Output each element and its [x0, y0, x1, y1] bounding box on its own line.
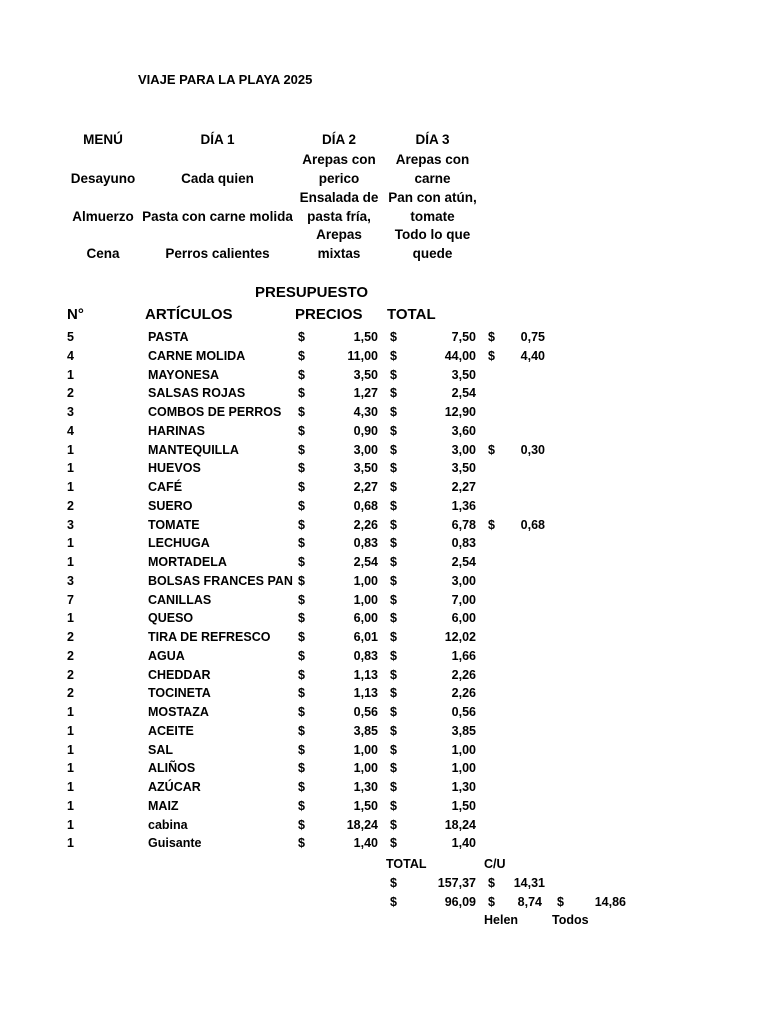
- row-quantity: 1: [67, 780, 74, 794]
- currency-symbol: $: [298, 592, 305, 607]
- row-price: 6,01: [353, 630, 378, 644]
- row-quantity: 2: [67, 630, 74, 644]
- breakfast-day1: Cada quien: [181, 171, 254, 186]
- trip-title: VIAJE PARA LA PLAYA 2025: [138, 72, 313, 87]
- row-total: 6,00: [451, 611, 476, 626]
- row-item-name: LECHUGA: [148, 536, 210, 551]
- row-item-name: SAL: [148, 742, 173, 757]
- row-price: 1,40: [353, 836, 378, 851]
- row-extra-amount: 0,30: [520, 442, 545, 457]
- todos-amount: 14,86: [594, 895, 626, 909]
- currency-symbol: $: [298, 367, 305, 382]
- currency-symbol: $: [390, 330, 397, 344]
- row-price: 2,54: [353, 555, 378, 569]
- meal-dinner: Cena: [86, 246, 120, 261]
- row-total: 12,02: [444, 630, 476, 644]
- dinner-day3-line1: Todo lo que: [394, 227, 471, 242]
- row-quantity: 7: [67, 592, 74, 607]
- row-item-name: MAYONESA: [148, 367, 220, 382]
- row-total: 6,78: [451, 517, 476, 532]
- currency-symbol: $: [298, 836, 305, 851]
- row-quantity: 1: [67, 817, 74, 832]
- row-item-name: CHEDDAR: [148, 667, 211, 682]
- row-quantity: 1: [67, 705, 74, 719]
- currency-symbol: $: [557, 895, 564, 909]
- row-item-name: ALIÑOS: [148, 761, 196, 776]
- table-row: [0, 724, 768, 743]
- row-item-name: COMBOS DE PERROS: [148, 405, 282, 419]
- row-quantity: 1: [67, 742, 74, 757]
- helen-amount: 8,74: [517, 895, 542, 909]
- table-row: [0, 705, 768, 724]
- row-price: 1,00: [353, 573, 378, 588]
- currency-symbol: $: [390, 876, 397, 890]
- row-price: 3,00: [353, 442, 378, 457]
- currency-symbol: $: [298, 648, 305, 663]
- summary-total-label: TOTAL: [386, 857, 427, 871]
- row-item-name: MAIZ: [148, 798, 179, 813]
- table-row: [0, 461, 768, 480]
- subtotal-amount: 96,09: [444, 895, 476, 909]
- table-row: [0, 499, 768, 518]
- currency-symbol: $: [390, 555, 397, 569]
- row-item-name: cabina: [148, 817, 188, 832]
- row-quantity: 2: [67, 686, 74, 701]
- row-total: 3,85: [451, 723, 476, 738]
- currency-symbol: $: [390, 895, 397, 909]
- menu-header-day1: DÍA 1: [200, 132, 235, 147]
- currency-symbol: $: [488, 876, 495, 890]
- grand-total: 157,37: [437, 876, 476, 890]
- row-quantity: 1: [67, 611, 74, 626]
- row-quantity: 3: [67, 573, 74, 588]
- row-price: 3,50: [353, 461, 378, 476]
- row-quantity: 3: [67, 517, 74, 532]
- row-quantity: 1: [67, 536, 74, 551]
- currency-symbol: $: [390, 386, 397, 401]
- row-price: 1,00: [353, 761, 378, 776]
- currency-symbol: $: [390, 705, 397, 719]
- row-total: 3,00: [451, 442, 476, 457]
- row-item-name: TIRA DE REFRESCO: [148, 630, 271, 644]
- row-quantity: 1: [67, 723, 74, 738]
- table-row: [0, 574, 768, 593]
- breakfast-day2-line2: perico: [318, 171, 360, 186]
- currency-symbol: $: [298, 630, 305, 644]
- row-price: 1,27: [353, 386, 378, 401]
- table-row: [0, 668, 768, 687]
- breakfast-day3-line2: carne: [414, 171, 451, 186]
- row-quantity: 1: [67, 461, 74, 476]
- lunch-day2-line1: Ensalada de: [299, 190, 379, 205]
- currency-symbol: $: [298, 555, 305, 569]
- table-row: [0, 649, 768, 668]
- row-quantity: 1: [67, 798, 74, 813]
- row-item-name: PASTA: [148, 330, 189, 344]
- table-row: [0, 424, 768, 443]
- row-total: 2,26: [451, 667, 476, 682]
- table-row: [0, 780, 768, 799]
- table-row: [0, 518, 768, 537]
- row-quantity: 1: [67, 442, 74, 457]
- currency-symbol: $: [298, 348, 305, 363]
- currency-symbol: $: [298, 405, 305, 419]
- lunch-day2-line2: pasta fría,: [307, 209, 371, 224]
- currency-symbol: $: [390, 723, 397, 738]
- row-extra-amount: 4,40: [520, 348, 545, 363]
- currency-symbol: $: [298, 517, 305, 532]
- currency-symbol: $: [390, 742, 397, 757]
- row-item-name: SUERO: [148, 498, 193, 513]
- row-price: 2,26: [353, 517, 378, 532]
- row-quantity: 1: [67, 367, 74, 382]
- row-total: 3,50: [451, 461, 476, 476]
- row-total: 2,54: [451, 555, 476, 569]
- row-item-name: MOSTAZA: [148, 705, 209, 719]
- currency-symbol: $: [298, 742, 305, 757]
- row-price: 1,13: [353, 686, 378, 701]
- row-price: 0,83: [353, 648, 378, 663]
- table-row: [0, 386, 768, 405]
- row-price: 6,00: [353, 611, 378, 626]
- lunch-day1: Pasta con carne molida: [142, 209, 293, 224]
- row-price: 1,50: [353, 798, 378, 813]
- currency-symbol: $: [390, 798, 397, 813]
- row-quantity: 1: [67, 761, 74, 776]
- currency-symbol: $: [390, 405, 397, 419]
- currency-symbol: $: [390, 761, 397, 776]
- row-quantity: 2: [67, 667, 74, 682]
- row-item-name: QUESO: [148, 611, 194, 626]
- currency-symbol: $: [390, 630, 397, 644]
- row-quantity: 2: [67, 386, 74, 401]
- row-price: 0,56: [353, 705, 378, 719]
- row-quantity: 4: [67, 423, 74, 438]
- row-price: 3,85: [353, 723, 378, 738]
- currency-symbol: $: [298, 667, 305, 682]
- currency-symbol: $: [390, 573, 397, 588]
- currency-symbol: $: [488, 330, 495, 344]
- per-person-amount: 14,31: [513, 876, 545, 890]
- currency-symbol: $: [488, 442, 495, 457]
- currency-symbol: $: [390, 461, 397, 476]
- row-quantity: 2: [67, 648, 74, 663]
- meal-breakfast: Desayuno: [70, 171, 136, 186]
- currency-symbol: $: [390, 517, 397, 532]
- row-item-name: MANTEQUILLA: [148, 442, 239, 457]
- row-total: 3,00: [451, 573, 476, 588]
- currency-symbol: $: [390, 348, 397, 363]
- row-total: 0,83: [451, 536, 476, 551]
- currency-symbol: $: [390, 648, 397, 663]
- menu-header-day3: DÍA 3: [415, 132, 450, 147]
- breakfast-day3-line1: Arepas con: [395, 152, 470, 167]
- row-total: 1,50: [451, 798, 476, 813]
- row-quantity: 3: [67, 405, 74, 419]
- table-row: [0, 330, 768, 349]
- row-total: 3,50: [451, 367, 476, 382]
- row-total: 12,90: [444, 405, 476, 419]
- currency-symbol: $: [390, 836, 397, 851]
- row-price: 4,30: [353, 405, 378, 419]
- currency-symbol: $: [488, 348, 495, 363]
- row-item-name: AGUA: [148, 648, 185, 663]
- table-row: [0, 611, 768, 630]
- currency-symbol: $: [298, 536, 305, 551]
- table-row: [0, 368, 768, 387]
- currency-symbol: $: [390, 780, 397, 794]
- row-price: 0,90: [353, 423, 378, 438]
- header-prices: PRECIOS: [295, 306, 363, 323]
- todos-label: Todos: [552, 913, 589, 927]
- row-quantity: 1: [67, 555, 74, 569]
- row-item-name: HARINAS: [148, 423, 205, 438]
- row-item-name: CANILLAS: [148, 592, 212, 607]
- currency-symbol: $: [298, 798, 305, 813]
- budget-title: PRESUPUESTO: [255, 284, 369, 301]
- row-item-name: CARNE MOLIDA: [148, 348, 246, 363]
- table-row: [0, 818, 768, 837]
- currency-symbol: $: [298, 442, 305, 457]
- helen-label: Helen: [484, 913, 519, 927]
- currency-symbol: $: [298, 761, 305, 776]
- table-row: [0, 593, 768, 612]
- row-total: 0,56: [451, 705, 476, 719]
- table-row: [0, 555, 768, 574]
- currency-symbol: $: [298, 611, 305, 626]
- breakfast-day2-line1: Arepas con: [302, 152, 376, 167]
- row-total: 1,36: [451, 498, 476, 513]
- row-total: 1,30: [451, 780, 476, 794]
- row-extra-amount: 0,75: [520, 330, 545, 344]
- row-total: 1,40: [451, 836, 476, 851]
- dinner-day2-line2: mixtas: [317, 246, 361, 261]
- row-quantity: 5: [67, 330, 74, 344]
- menu-header-menu: MENÚ: [83, 132, 123, 147]
- row-item-name: BOLSAS FRANCES PAN: [148, 573, 293, 588]
- currency-symbol: $: [390, 498, 397, 513]
- row-item-name: Guisante: [148, 836, 202, 851]
- table-row: [0, 536, 768, 555]
- row-quantity: 4: [67, 348, 74, 363]
- row-total: 3,60: [451, 423, 476, 438]
- row-item-name: ACEITE: [148, 723, 194, 738]
- lunch-day3-line1: Pan con atún,: [388, 190, 477, 205]
- table-row: [0, 836, 768, 855]
- header-total: TOTAL: [387, 306, 436, 323]
- lunch-day3-line2: tomate: [410, 209, 455, 224]
- row-price: 18,24: [346, 817, 378, 832]
- row-price: 0,68: [353, 498, 378, 513]
- table-row: [0, 630, 768, 649]
- currency-symbol: $: [298, 723, 305, 738]
- currency-symbol: $: [298, 386, 305, 401]
- table-row: [0, 743, 768, 762]
- row-item-name: HUEVOS: [148, 461, 201, 476]
- table-row: [0, 480, 768, 499]
- currency-symbol: $: [298, 480, 305, 494]
- row-price: 1,13: [353, 667, 378, 682]
- row-item-name: TOCINETA: [148, 686, 211, 701]
- row-price: 1,00: [353, 592, 378, 607]
- currency-symbol: $: [298, 705, 305, 719]
- row-quantity: 1: [67, 836, 74, 851]
- currency-symbol: $: [390, 536, 397, 551]
- summary-cu-label: C/U: [484, 857, 506, 871]
- currency-symbol: $: [298, 423, 305, 438]
- dinner-day2-line1: Arepas: [316, 227, 362, 242]
- row-total: 2,26: [451, 686, 476, 701]
- currency-symbol: $: [488, 517, 495, 532]
- header-items: ARTÍCULOS: [145, 306, 233, 323]
- table-row: [0, 443, 768, 462]
- currency-symbol: $: [390, 367, 397, 382]
- row-price: 1,30: [353, 780, 378, 794]
- currency-symbol: $: [390, 817, 397, 832]
- currency-symbol: $: [390, 686, 397, 701]
- dinner-day1: Perros calientes: [165, 246, 270, 261]
- row-extra-amount: 0,68: [520, 517, 545, 532]
- row-quantity: 1: [67, 480, 74, 494]
- currency-symbol: $: [488, 895, 495, 909]
- table-row: [0, 799, 768, 818]
- currency-symbol: $: [390, 480, 397, 494]
- table-row: [0, 761, 768, 780]
- table-row: [0, 405, 768, 424]
- row-total: 1,00: [451, 742, 476, 757]
- row-item-name: MORTADELA: [148, 555, 227, 569]
- row-item-name: SALSAS ROJAS: [148, 386, 246, 401]
- currency-symbol: $: [390, 442, 397, 457]
- currency-symbol: $: [390, 592, 397, 607]
- row-total: 2,27: [451, 480, 476, 494]
- row-price: 1,50: [353, 330, 378, 344]
- table-row: [0, 349, 768, 368]
- row-total: 44,00: [444, 348, 476, 363]
- row-total: 1,66: [451, 648, 476, 663]
- meal-lunch: Almuerzo: [72, 209, 134, 224]
- currency-symbol: $: [298, 780, 305, 794]
- row-total: 2,54: [451, 386, 476, 401]
- row-total: 18,24: [444, 817, 476, 832]
- currency-symbol: $: [298, 686, 305, 701]
- currency-symbol: $: [298, 817, 305, 832]
- row-quantity: 2: [67, 498, 74, 513]
- menu-header-day2: DÍA 2: [321, 132, 356, 147]
- row-price: 11,00: [347, 348, 378, 363]
- row-price: 3,50: [353, 367, 378, 382]
- currency-symbol: $: [298, 498, 305, 513]
- row-item-name: AZÚCAR: [148, 780, 201, 794]
- table-row: [0, 686, 768, 705]
- row-price: 2,27: [353, 480, 378, 494]
- row-item-name: TOMATE: [148, 517, 200, 532]
- currency-symbol: $: [390, 667, 397, 682]
- row-total: 1,00: [451, 761, 476, 776]
- row-price: 0,83: [353, 536, 378, 551]
- row-price: 1,00: [353, 742, 378, 757]
- currency-symbol: $: [298, 330, 305, 344]
- currency-symbol: $: [390, 423, 397, 438]
- currency-symbol: $: [390, 611, 397, 626]
- currency-symbol: $: [298, 461, 305, 476]
- row-total: 7,00: [451, 592, 476, 607]
- row-item-name: CAFÉ: [148, 480, 183, 494]
- row-total: 7,50: [451, 330, 476, 344]
- header-number: N°: [67, 306, 84, 323]
- dinner-day3-line2: quede: [412, 246, 453, 261]
- currency-symbol: $: [298, 573, 305, 588]
